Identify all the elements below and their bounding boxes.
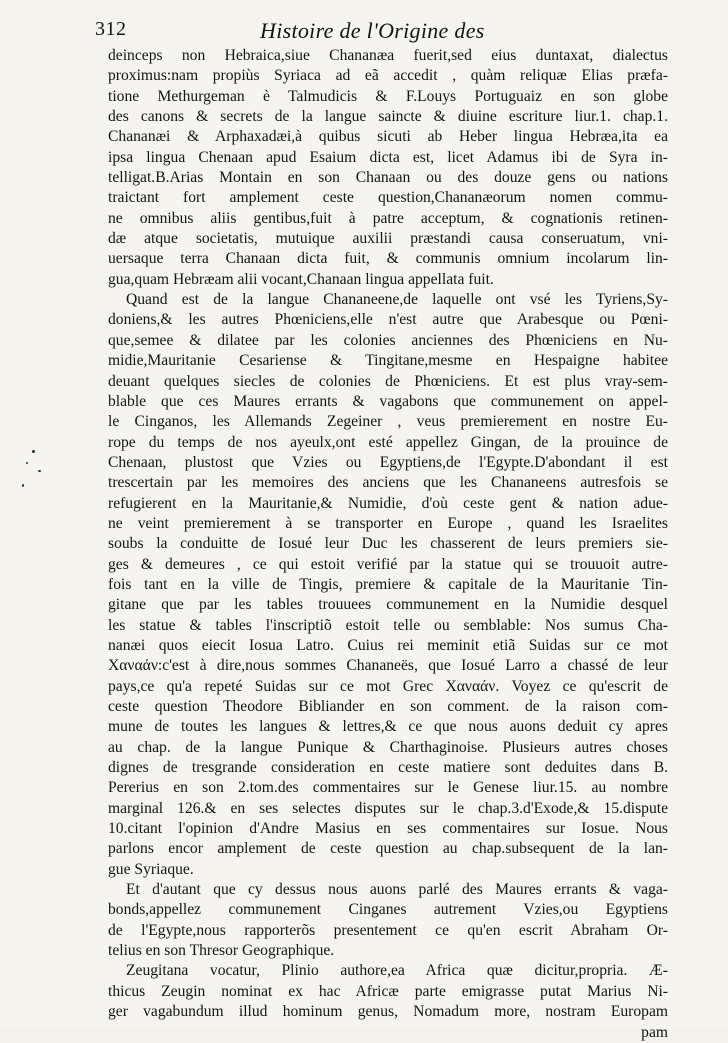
text-line: gue Syriaque. [108, 860, 194, 878]
text-line: Chenaan, plustost que Vzies ou Egyptiens,de l'Egypte.D'abondant il est [108, 453, 668, 471]
text-line: gitane que par les tables trouuees communement en la Numidie desquel [108, 596, 668, 614]
text-line: ipsa lingua Chenaan apud Esaium dicta est, licet Adamus ibi de Syra in- [108, 148, 668, 166]
text-line: que,semee & dilatee par les colonies anciennes des Phœniciens en Nu- [108, 331, 668, 349]
text-line: thicus Zeugin nominat ex hac Africæ parte emigrasse putat Marius Ni- [108, 982, 668, 1000]
text-line: midie,Mauritanie Cesariense & Tingitane,mesme en Hespaigne habitee [108, 352, 668, 370]
ink-speck [26, 462, 28, 464]
text-line: marginal 126.& en ses selectes disputes sur le chap.3.d'Exode,& 15.dispute [108, 799, 668, 817]
text-line: deinceps non Hebraica,siue Chananæa fuerit,sed eius duntaxat, dialectus [108, 47, 668, 64]
text-line: ger vagabundum illud hominum genus, Nomadum more, nostram Europam [108, 1003, 668, 1021]
text-line: ne veint premierement à se transporter en Europe , quand les Israelites [108, 514, 668, 532]
margin-speckles [18, 440, 58, 520]
text-line: ne omnibus aliis gentibus,fuit à patre acceptum, & cognationis retinen- [108, 209, 668, 227]
text-line: Χαναάν:c'est à dire,nous sommes Chananeës, que Iosué Larro a chassé de leur [108, 657, 668, 675]
text-line: 10.citant l'opinion d'Andre Masius en ses commentaires sur Iosue. Nous [108, 820, 668, 838]
text-line: doniens,& les autres Phœniciens,elle n'est autre que Arabesque ou Pœni- [108, 311, 668, 329]
text-line: pays,ce qu'a repeté Suidas sur ce mot Grec Χαναάν. Voyez ce qu'escrit de [108, 677, 668, 695]
text-line: de l'Egypte,nous rapporterõs presentement ce qu'en escrit Abraham Or- [108, 921, 668, 939]
ink-speck [22, 484, 24, 487]
text-line: telligat.B.Arias Montain en son Chanaan ou des douze gens ou nations [108, 169, 668, 187]
text-line: traictant fort amplement ceste question,Chananæorum nomen commu- [108, 189, 668, 207]
text-line: dignes de tresgrande consideration en ceste matiere sont deduites dans B. [108, 759, 668, 777]
text-line: mune de toutes les langues & lettres,& ce que nous auons deduit cy apres [108, 718, 668, 736]
text-line: les statue & tables l'inscriptiõ estoit telle ou semblable: Nos sumus Cha- [108, 616, 668, 634]
ink-speck [38, 470, 41, 472]
text-line: refugierent en la Mauritanie,& Numidie, d'où ceste gent & nation adue- [108, 494, 668, 512]
text-line: au chap. de la langue Punique & Charthaginoise. Plusieurs autres choses [108, 738, 668, 756]
text-line: deuant quelques siecles de colonies de Phœniciens. Et est plus vray-sem- [108, 372, 668, 390]
text-line: ges & demeures , ce qui estoit verifié par la statue qui se trouuoit autre- [108, 555, 668, 573]
text-line: des canons & secrets de la langue saincte & diuine escriture liur.1. chap.1. [108, 108, 668, 126]
text-line: blable que ces Maures errants & vagabons que communement on appel- [108, 392, 668, 410]
body-text [108, 46, 668, 1043]
text-line: le Cinganos, les Allemands Zegeiner , veus premierement en nostre Eu- [108, 413, 668, 431]
text-line: parlons encor amplement de ceste question au chap.subsequent de la lan- [108, 840, 668, 858]
text-line: uersaque terra Chanaan dicta fuit, & communis omnium incolarum lin- [108, 250, 668, 268]
text-line: tione Methurgeman è Talmudicis & F.Louys Portuguaiz en son globe [108, 87, 668, 105]
ink-speck [32, 450, 35, 453]
text-line: gua,quam Hebræam alii vocant,Chanaan lingua appellata fuit. [108, 270, 494, 288]
text-line: fois tant en la ville de Tingis, premiere & capitale de la Mauritanie Tin- [108, 575, 668, 593]
text-line: bonds,appellez communement Cinganes autrement Vzies,ou Egyptiens [108, 901, 668, 919]
text-line: soubs la conduitte de Iosué leur Duc les chasserent de leurs premiers sie- [108, 535, 668, 553]
text-line: Quand est de la langue Chananeene,de laquelle ont vsé les Tyriens,Sy- [126, 291, 668, 309]
running-title: Histoire de l'Origine des [260, 18, 485, 43]
text-line: nanæi quos eiecit Iosua Latro. Cuius rei meminit etiã Suidas sur ce mot [108, 636, 668, 654]
text-line: dæ atque societatis, mutuique auxilii præstandi causa conseruatum, vni- [108, 230, 668, 248]
text-line: proximus:nam propiùs Syriaca ad eã accedit , quàm reliquæ Elias præfa- [108, 67, 668, 85]
text-line: Et d'autant que cy dessus nous auons parlé des Maures errants & vaga- [126, 881, 668, 899]
text-line: Zeugitana vocatur, Plinio authore,ea Africa quæ dicitur,propria. Æ- [126, 962, 668, 980]
page-number: 312 [95, 18, 127, 40]
catchword: pam [641, 1023, 668, 1041]
text-line: ceste question Theodore Bibliander en son comment. de la raison com- [108, 698, 668, 715]
text-line: Pererius en son 2.tom.des commentaires sur le Genese liur.15. au nombre [108, 779, 668, 797]
text-line: Chananæi & Arphaxadæi,à quibus sicuti ab Heber lingua Hebræa,ita ea [108, 128, 668, 146]
page-header [95, 18, 688, 42]
text-line: trescertain par les memoires des anciens que les Chananeens autresfois se [108, 474, 668, 492]
text-line: rope du temps de nos ayeulx,ont esté appellez Gingan, de la prouince de [108, 433, 668, 451]
text-line: telius en son Thresor Geographique. [108, 942, 335, 960]
